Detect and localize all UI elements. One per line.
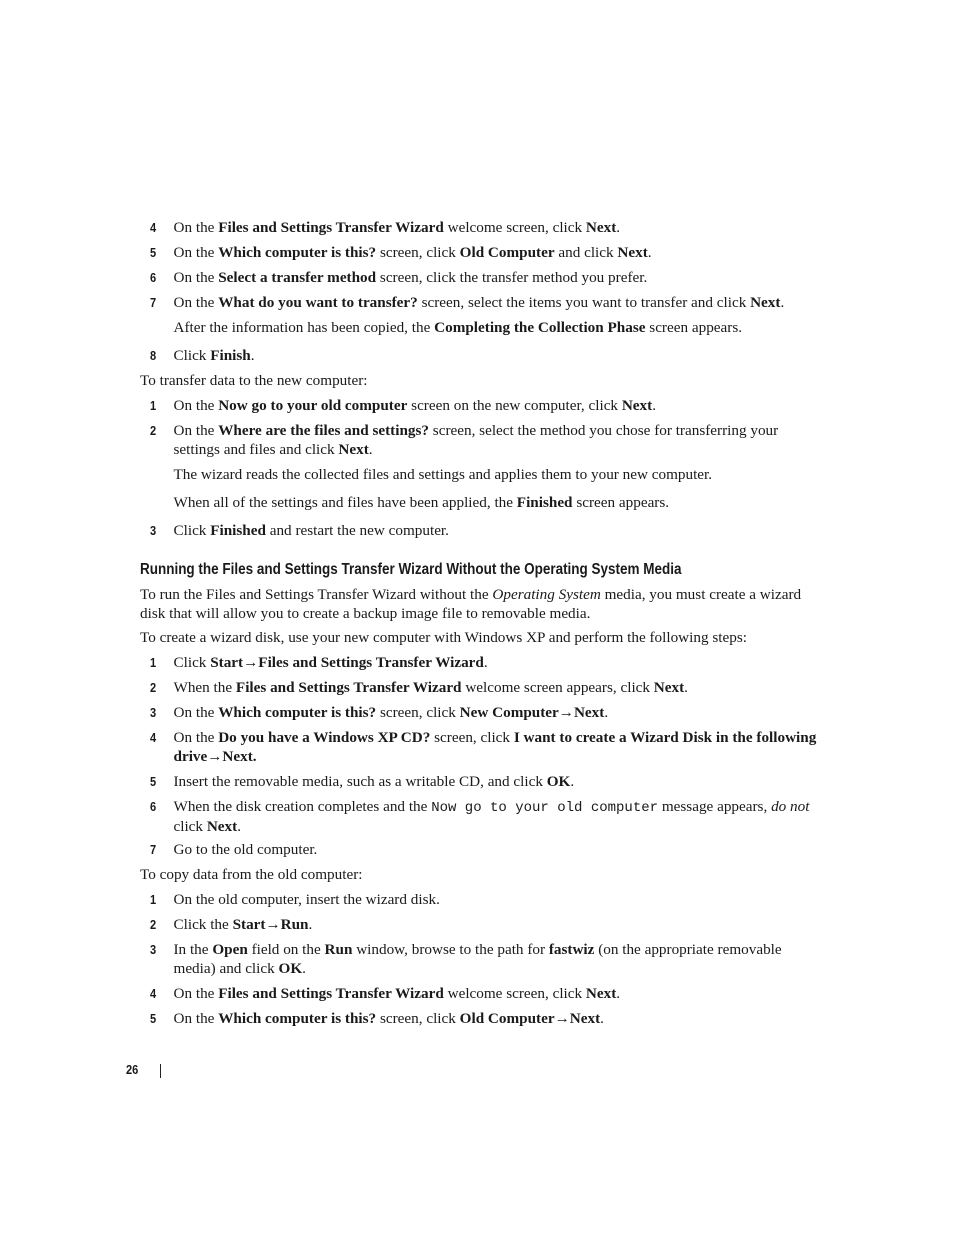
step-number: 4 [150, 220, 157, 235]
step-number: 2 [150, 680, 157, 695]
step-text: When the disk creation completes and the Now go to your old computer message appears, do not click Next. [173, 798, 810, 835]
step-number: 5 [150, 1011, 157, 1026]
step-text: When the Files and Settings Transfer Wizard welcome screen appears, click Next. [173, 679, 688, 696]
step-number: 6 [150, 270, 157, 285]
step-number: 4 [150, 730, 157, 745]
note-collection-phase: After the information has been copied, the Completing the Collection Phase screen appears. [173, 319, 743, 336]
step-number: 8 [150, 348, 157, 363]
intro-new-computer: To transfer data to the new computer: [140, 372, 368, 389]
step-text: Click Finish. [173, 347, 255, 364]
step-number: 4 [150, 986, 157, 1001]
step-text: Insert the removable media, such as a writable CD, and click OK. [173, 773, 575, 790]
step-number: 5 [150, 774, 157, 789]
step-text: On the Now go to your old computer screen on the new computer, click Next. [173, 397, 656, 414]
step-text: On the Select a transfer method screen, click the transfer method you prefer. [173, 269, 648, 286]
step-text: On the Which computer is this? screen, click Old Computer and click Next. [173, 244, 652, 261]
step-number: 6 [150, 799, 157, 814]
intro-old-computer: To copy data from the old computer: [140, 866, 363, 883]
step-text: On the Which computer is this? screen, click New Computer→Next. [173, 704, 609, 721]
step-text: On the old computer, insert the wizard disk. [173, 891, 440, 908]
step-number: 3 [150, 705, 157, 720]
step-text: On the Where are the files and settings? screen, select the method you chose for transferring your settings and files and click Next. [173, 422, 779, 458]
step-text: On the Files and Settings Transfer Wizard welcome screen, click Next. [173, 219, 621, 236]
paragraph-create-disk: To create a wizard disk, use your new computer with Windows XP and perform the following steps: [140, 629, 747, 646]
step-number: 1 [150, 398, 157, 413]
step-text: Click Finished and restart the new computer. [173, 522, 449, 539]
note-finished-screen: When all of the settings and files have been applied, the Finished screen appears. [173, 494, 670, 511]
step-text: Go to the old computer. [173, 841, 318, 858]
step-number: 7 [150, 842, 157, 857]
step-text: On the Which computer is this? screen, click Old Computer→Next. [173, 1010, 604, 1027]
note-wizard-reads: The wizard reads the collected files and settings and applies them to your new computer. [173, 466, 713, 483]
step-text: On the Files and Settings Transfer Wizard welcome screen, click Next. [173, 985, 621, 1002]
step-text: Click the Start→Run. [173, 916, 313, 933]
step-number: 3 [150, 523, 157, 538]
step-number: 3 [150, 942, 157, 957]
step-number: 2 [150, 917, 157, 932]
step-number: 7 [150, 295, 157, 310]
step-text: Click Start→Files and Settings Transfer Wizard. [173, 654, 488, 671]
page-number: 26 [126, 1062, 139, 1077]
step-number: 1 [150, 655, 157, 670]
step-text: On the Do you have a Windows XP CD? screen, click I want to create a Wizard Disk in the following drive→Next. [173, 729, 817, 765]
paragraph-wizard-disk: To run the Files and Settings Transfer Wizard without the Operating System media, you must create a wizard disk that will allow you to create a backup image file to removable media. [140, 586, 802, 622]
step-text: In the Open field on the Run window, browse to the path for fastwiz (on the appropriate removable media) and click OK. [173, 941, 782, 977]
section-heading: Running the Files and Settings Transfer Wizard Without the Operating System Media [140, 561, 682, 578]
footer-divider [160, 1064, 161, 1078]
step-number: 1 [150, 892, 157, 907]
step-number: 2 [150, 423, 157, 438]
step-text: On the What do you want to transfer? screen, select the items you want to transfer and click Next. [173, 294, 785, 311]
step-number: 5 [150, 245, 157, 260]
